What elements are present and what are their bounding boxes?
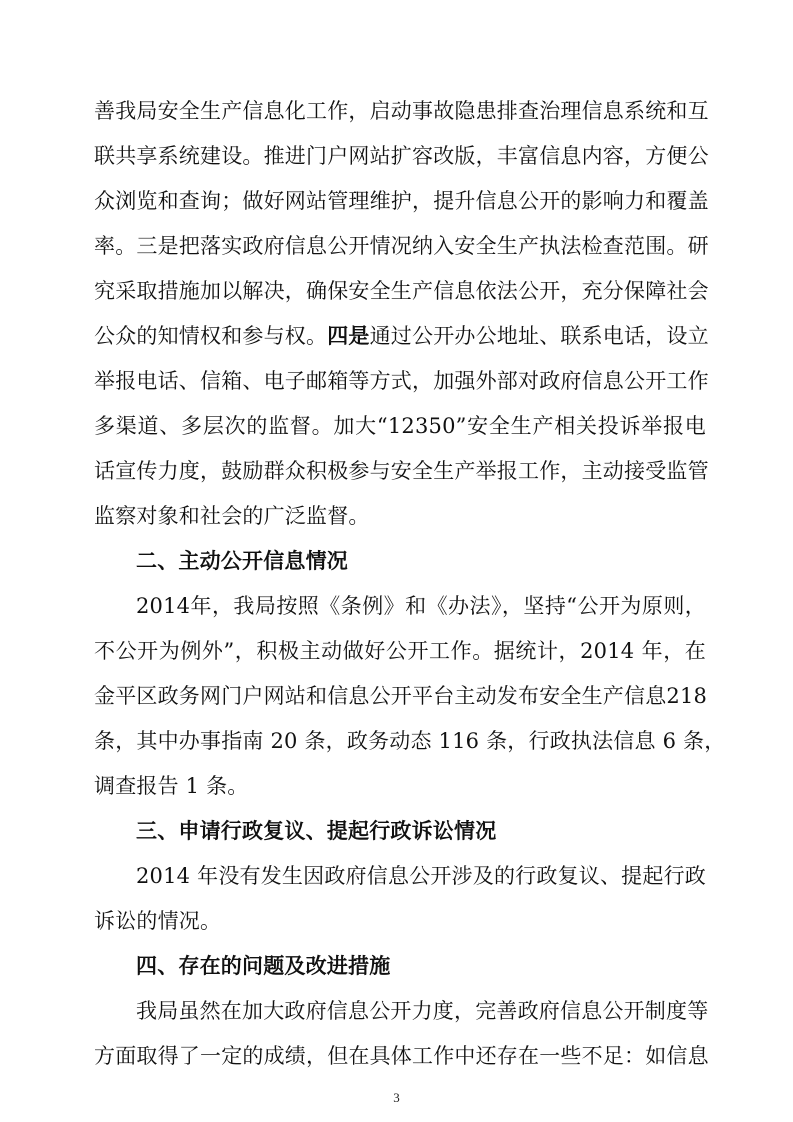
body-line: 众浏览和查询；做好网站管理维护，提升信息公开的影响力和覆盖 xyxy=(94,189,709,213)
body-line: 监察对象和社会的广泛监督。 xyxy=(94,504,370,528)
body-line: 条，其中办事指南 20 条，政务动态 116 条，行政执法信息 6 条， xyxy=(94,729,726,753)
section-heading: 四、存在的问题及改进措施 xyxy=(136,954,391,978)
body-line: 诉讼的情况。 xyxy=(94,909,222,933)
section-heading: 三、申请行政复议、提起行政诉讼情况 xyxy=(136,819,497,843)
section-heading: 二、主动公开信息情况 xyxy=(136,549,348,573)
body-line: 多渠道、多层次的监督。加大“12350”安全生产相关投诉举报电 xyxy=(94,414,706,438)
body-line: 话宣传力度，鼓励群众积极参与安全生产举报工作，主动接受监管 xyxy=(94,459,709,483)
body-line: 2014年，我局按照《条例》和《办法》，坚持“公开为原则， xyxy=(136,594,706,618)
body-line: 联共享系统建设。推进门户网站扩容改版，丰富信息内容，方便公 xyxy=(94,144,709,168)
body-line: 善我局安全生产信息化工作，启动事故隐患排查治理信息系统和互 xyxy=(94,99,709,123)
body-line: 调查报告 1 条。 xyxy=(94,774,249,798)
body-line: 方面取得了一定的成绩，但在具体工作中还存在一些不足：如信息 xyxy=(94,1044,709,1068)
page-number: 3 xyxy=(393,1090,400,1105)
body-line: 率。三是把落实政府信息公开情况纳入安全生产执法检查范围。研 xyxy=(94,234,709,258)
body-text: 公众的知情权和参与权。 xyxy=(94,324,328,348)
body-line: 究采取措施加以解决，确保安全生产信息依法公开，充分保障社会 xyxy=(94,279,709,303)
body-line: 2014 年没有发生因政府信息公开涉及的行政复议、提起行政 xyxy=(136,864,706,888)
body-line: 我局虽然在加大政府信息公开力度，完善政府信息公开制度等 xyxy=(136,999,709,1023)
body-text: 通过公开办公地址、联系电话，设立 xyxy=(369,324,709,348)
body-line: 举报电话、信箱、电子邮箱等方式，加强外部对政府信息公开工作 xyxy=(94,369,709,393)
body-line-with-bold xyxy=(94,322,709,350)
bold-lead-text: 四是 xyxy=(327,324,370,348)
body-line: 金平区政务网门户网站和信息公开平台主动发布安全生产信息218 xyxy=(94,684,708,708)
body-line: 不公开为例外”，积极主动做好公开工作。据统计，2014 年，在 xyxy=(94,639,706,663)
